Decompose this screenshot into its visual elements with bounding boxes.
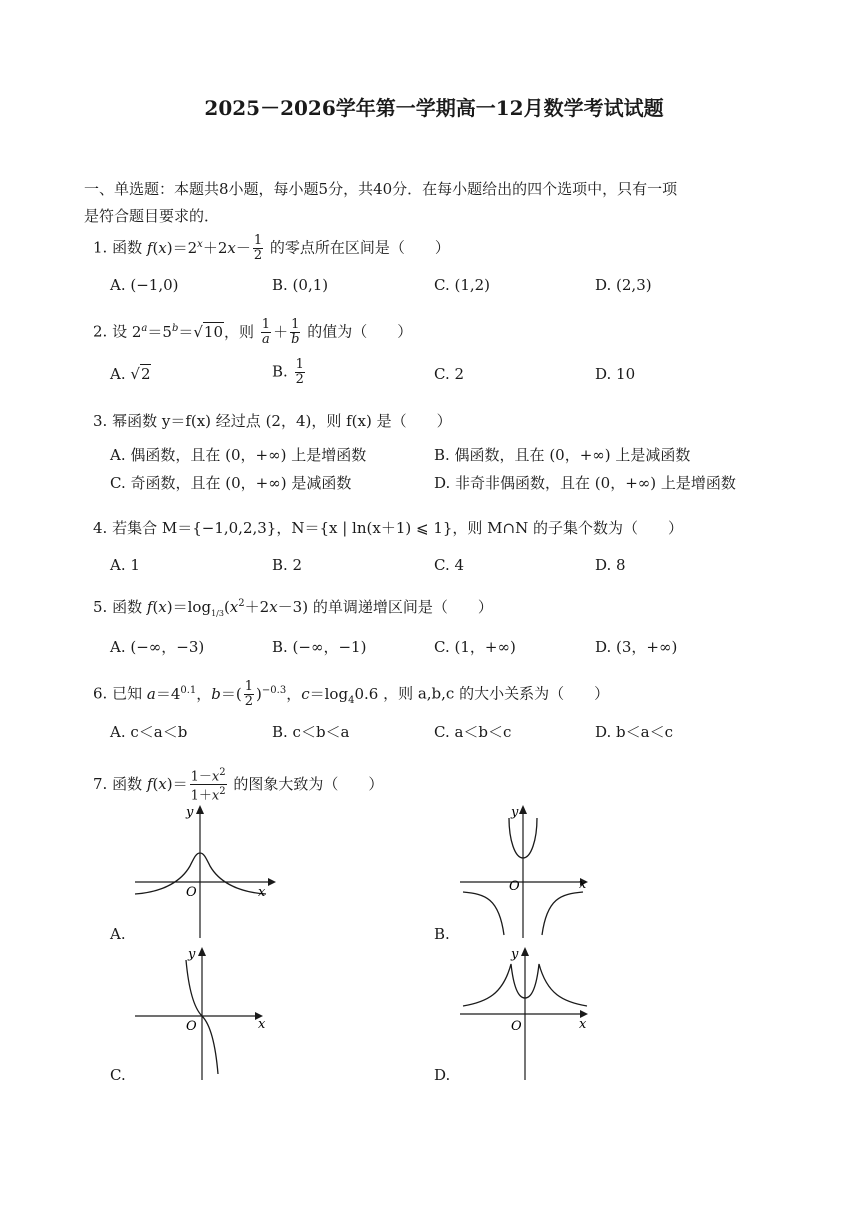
graph-c-x-label: x (258, 1017, 266, 1032)
q2-option-d: D. 10 (595, 365, 636, 383)
question-7 (93, 766, 383, 804)
question-2-suffix: 的值为（ ） (307, 322, 413, 341)
question-6-prefix: 6. 已知 (93, 684, 143, 703)
question-6 (93, 680, 609, 709)
section-heading-line1: 一、单选题：本题共8小题，每小题5分，共40分．在每小题给出的四个选项中，只有一项 (84, 180, 678, 198)
question-5 (93, 596, 493, 619)
question-2-prefix: 2. 设 (93, 322, 128, 341)
question-1-suffix: 的零点所在区间是（ ） (269, 238, 450, 257)
graph-a-label: A. (110, 925, 126, 943)
question-6-suffix: ，则 a,b,c 的大小关系为（ ） (383, 684, 610, 703)
q3-option-c: C. 奇函数，且在 (0，+∞) 是减函数 (110, 474, 352, 492)
q5-option-d: D. (3，+∞) (595, 638, 678, 656)
q3-option-b: B. 偶函数，且在 (0，+∞) 上是减函数 (434, 446, 691, 464)
question-6-formula: $a=4^{0.1}$，b＝( $\frac{1}{2}$ )$^{-0.3}$，$c=\log_40.6$ (146, 679, 379, 709)
graph-c-label: C. (110, 1066, 126, 1084)
question-1 (93, 234, 450, 263)
q6-option-c: C. a＜b＜c (434, 723, 512, 741)
graph-c-origin: O (186, 1019, 197, 1034)
section-heading-line2: 是符合题目要求的． (84, 207, 220, 225)
q4-option-c: C. 4 (434, 556, 465, 574)
graph-c (130, 942, 280, 1082)
q6-option-a: A. c＜a＜b (110, 723, 188, 741)
graph-a (130, 800, 280, 940)
question-5-prefix: 5. 函数 (93, 598, 143, 616)
graph-a-y-label: y (186, 805, 194, 820)
graph-a-origin: O (186, 885, 197, 900)
q2-option-a: A. √2 (110, 365, 151, 383)
q1-option-b: B. (0,1) (272, 276, 329, 294)
q5-option-a: A. (−∞，−3) (110, 638, 205, 656)
graph-b-y-label: y (511, 805, 519, 820)
q6-option-b: B. c＜b＜a (272, 723, 350, 741)
q4-option-d: D. 8 (595, 556, 626, 574)
question-2-formula: $2^a=5^b=√10$，则 $\frac{1}{a}$ ＋ $\frac{1}{b}$ (131, 317, 300, 347)
question-7-suffix: 的图象大致为（ ） (233, 774, 384, 793)
graph-b-label: B. (434, 925, 450, 943)
q1-option-d: D. (2,3) (595, 276, 652, 294)
q2-option-c: C. 2 (434, 365, 465, 383)
graph-d-y-label: y (511, 947, 519, 962)
question-7-formula: f(x)＝ $\frac{1-x^2}{1+x^2}$ (146, 767, 226, 804)
graph-b (455, 800, 605, 940)
question-3: 3. 幂函数 y＝f(x) 经过点 (2，4)，则 f(x) 是（ ） (93, 412, 452, 430)
question-5-suffix: 的单调递增区间是（ ） (312, 598, 493, 616)
question-5-formula: $f(x)=\log_{1/3}(x^2+2x-3)$ (146, 598, 309, 618)
graph-d (455, 942, 605, 1082)
question-1-prefix: 1. 函数 (93, 238, 143, 257)
graph-c-y-label: y (188, 947, 196, 962)
page-title: 2025－2026学年第一学期高一12月数学考试试题 (204, 96, 664, 120)
question-2 (93, 318, 412, 347)
q1-option-a: A. (−1,0) (110, 276, 179, 294)
q3-option-d: D. 非奇非偶函数，且在 (0，+∞) 上是增函数 (434, 474, 736, 492)
q4-option-b: B. 2 (272, 556, 303, 574)
q4-option-a: A. 1 (110, 556, 140, 574)
q3-option-a: A. 偶函数，且在 (0，+∞) 上是增函数 (110, 446, 367, 464)
question-1-formula: $f(x)=2^x+2x-$ $\frac{1}{2}$ (146, 233, 263, 263)
question-7-prefix: 7. 函数 (93, 774, 143, 793)
graph-d-origin: O (511, 1019, 522, 1034)
graph-b-origin: O (509, 879, 520, 894)
q1-option-c: C. (1,2) (434, 276, 491, 294)
q5-option-b: B. (−∞，−1) (272, 638, 367, 656)
graph-d-x-label: x (579, 1017, 587, 1032)
q6-option-d: D. b＜a＜c (595, 723, 673, 741)
q5-option-c: C. (1，+∞) (434, 638, 516, 656)
question-4: 4. 若集合 M＝{−1,0,2,3}，N＝{x | ln(x＋1) ⩽ 1}，则 M∩N 的子集个数为（ ） (93, 519, 684, 537)
graph-a-x-label: x (258, 885, 266, 900)
q2-option-b: B. $\frac{1}{2}$ (272, 357, 304, 387)
graph-b-x-label: x (579, 877, 587, 892)
graph-d-label: D. (434, 1066, 451, 1084)
